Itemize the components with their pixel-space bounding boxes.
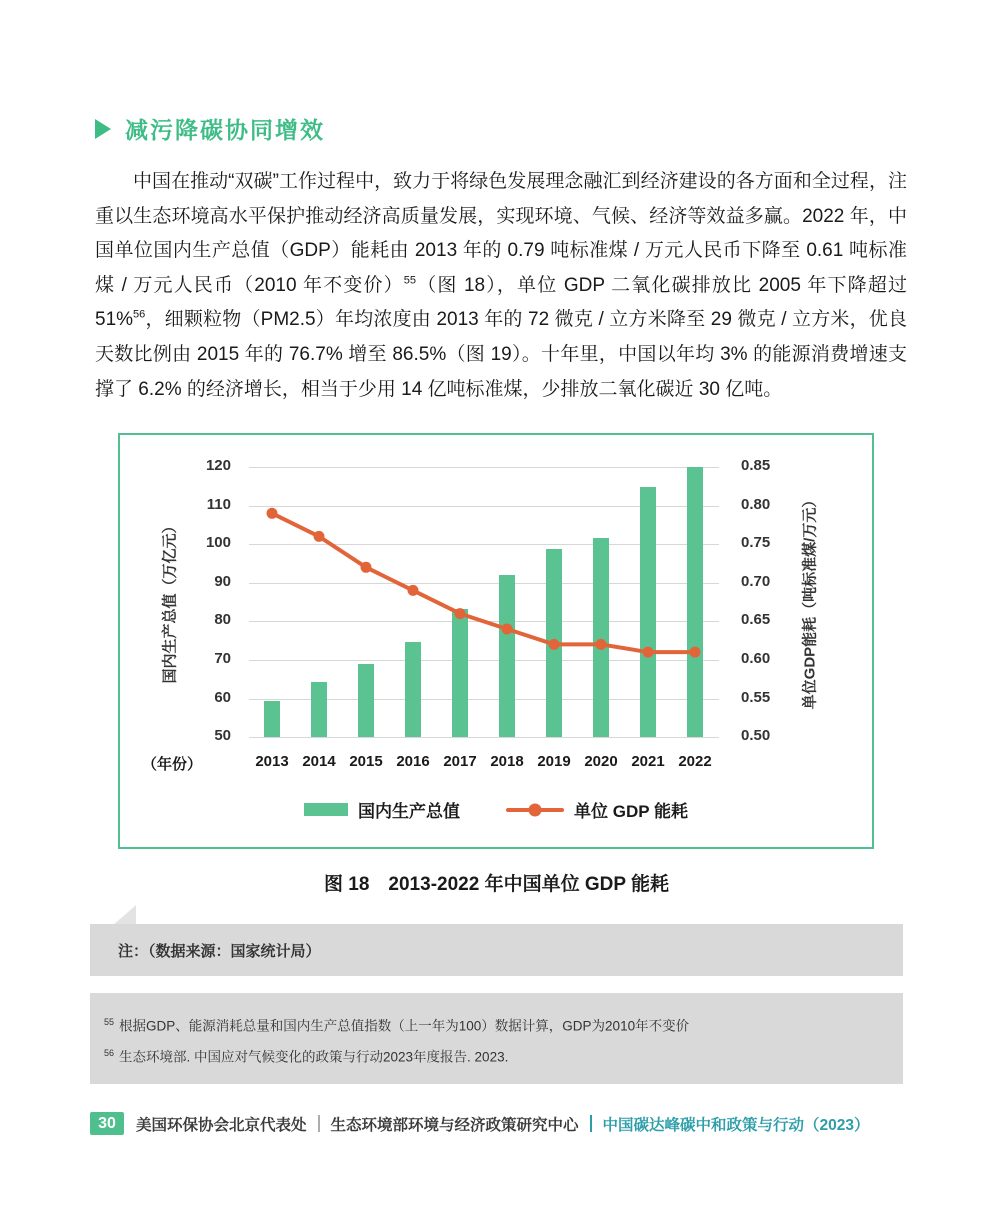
section-triangle-icon: [95, 119, 111, 139]
body-paragraph: [95, 165, 907, 407]
x-tick: 2020: [584, 753, 618, 771]
figure-caption: 图 18 2013-2022 年中国单位 GDP 能耗: [324, 874, 669, 896]
left-axis-title: 国内生产总值（万亿元）: [161, 518, 179, 684]
footnote-ref-56: 56: [133, 309, 146, 322]
x-tick: 2022: [678, 753, 712, 771]
right-tick: 0.65: [741, 611, 771, 629]
chart-legend: [120, 797, 872, 822]
left-tick: 110: [206, 495, 231, 513]
right-tick: 0.70: [741, 572, 771, 590]
line-data-point: [267, 508, 278, 519]
x-tick: 2018: [490, 753, 524, 771]
legend-label: 单位 GDP 能耗: [574, 802, 688, 822]
right-axis-title: 单位GDP能耗（吨标准煤/万元）: [801, 492, 819, 710]
legend-item-energy: [506, 797, 688, 822]
right-tick: 0.60: [741, 650, 771, 667]
footnote-text: 根据GDP、能源消耗总量和国内生产总值指数（上一年为100）数据计算，GDP为2010年不变价: [119, 1018, 690, 1034]
left-tick: 50: [214, 727, 231, 745]
chart-frame: [118, 433, 874, 849]
x-tick: 2015: [349, 753, 383, 771]
paragraph-part: （图 18），单位 GDP 二氧化碳排放比 2005 年下降超过 51%: [95, 274, 907, 331]
line-data-point: [361, 562, 372, 573]
x-tick: 2013: [255, 753, 289, 771]
gridline: [249, 737, 719, 738]
left-tick: 70: [214, 650, 231, 667]
line-data-point: [690, 647, 701, 658]
page-number-badge: 30: [90, 1112, 124, 1135]
footnote-marker: 55: [104, 1017, 115, 1028]
line-data-point: [455, 608, 466, 619]
right-tick: 0.85: [741, 457, 771, 475]
paragraph-part: 中国在推动“双碳”工作过程中，致力于将绿色发展理念融汇到经济建设的各方面和全过程，注重以生态环境高水平保护推动经济高质量发展，实现环境、气候、经济等效益多赢。2022 年，中国单位国内生产总值（GDP）能耗由 2013 年的 0.79 吨标准煤 / 万元人民币下降至 0.61 吨标准煤 / 万元人民币（2010 年不变价）: [95, 171, 907, 296]
right-tick: 0.50: [741, 727, 771, 745]
section-title: 减污降碳协同增效: [125, 117, 325, 143]
line-data-point: [596, 639, 607, 650]
footer-divider: [318, 1115, 320, 1132]
bar-swatch-icon: [304, 803, 348, 816]
left-tick: 120: [205, 457, 231, 475]
note-box: [90, 924, 903, 976]
footnote-55: [104, 1009, 885, 1040]
line-data-point: [314, 531, 325, 542]
right-tick: 0.75: [741, 534, 771, 552]
footnote-marker: 56: [104, 1047, 115, 1058]
line-data-point: [549, 639, 560, 650]
x-tick: 2016: [396, 753, 430, 771]
right-tick: 0.80: [741, 495, 771, 513]
energy-line-series: [249, 467, 719, 737]
footer-org-1: 美国环保协会北京代表处: [136, 1116, 307, 1134]
note-tail-icon: [114, 905, 136, 924]
footnote-56: [104, 1040, 885, 1071]
section-header: [95, 112, 903, 145]
footnote-box: [90, 993, 903, 1084]
footer-report-title: 中国碳达峰碳中和政策与行动（2023）: [602, 1116, 870, 1134]
x-tick: 2017: [443, 753, 477, 771]
line-data-point: [502, 624, 513, 635]
line-swatch-icon: [506, 808, 564, 812]
legend-label: 国内生产总值: [358, 802, 460, 822]
line-data-point: [643, 647, 654, 658]
footer-org-2: 生态环境部环境与经济政策研究中心: [330, 1116, 579, 1134]
line-data-point: [408, 585, 419, 596]
footer-divider: [590, 1115, 592, 1132]
left-tick: 90: [214, 572, 231, 590]
footnote-text: 生态环境部. 中国应对气候变化的政策与行动2023年度报告. 2023.: [119, 1049, 509, 1065]
x-tick: 2019: [537, 753, 571, 771]
right-tick: 0.55: [741, 688, 771, 706]
left-tick: 80: [214, 611, 231, 629]
footnote-ref-55: 55: [403, 274, 417, 287]
x-tick: 2014: [302, 753, 336, 771]
left-tick: 100: [205, 534, 231, 552]
legend-item-gdp: [304, 797, 460, 822]
x-axis-unit-label: （年份）: [142, 756, 203, 774]
note-text: 注：（数据来源：国家统计局）: [118, 942, 321, 960]
x-tick: 2021: [631, 753, 665, 771]
page-footer: [90, 1112, 903, 1135]
left-tick: 60: [214, 688, 231, 706]
paragraph-part: ，细颗粒物（PM2.5）年均浓度由 2013 年的 72 微克 / 立方米降至 29 微克 / 立方米，优良天数比例由 2015 年的 76.7% 增至 86.5%（图 19）。十年里，中国以年均 3% 的能源消费增速支撑了 6.2% 的经济增长，相当于少用 14 亿吨标准煤，少排放二氧化碳近 30 亿吨。: [95, 309, 907, 400]
